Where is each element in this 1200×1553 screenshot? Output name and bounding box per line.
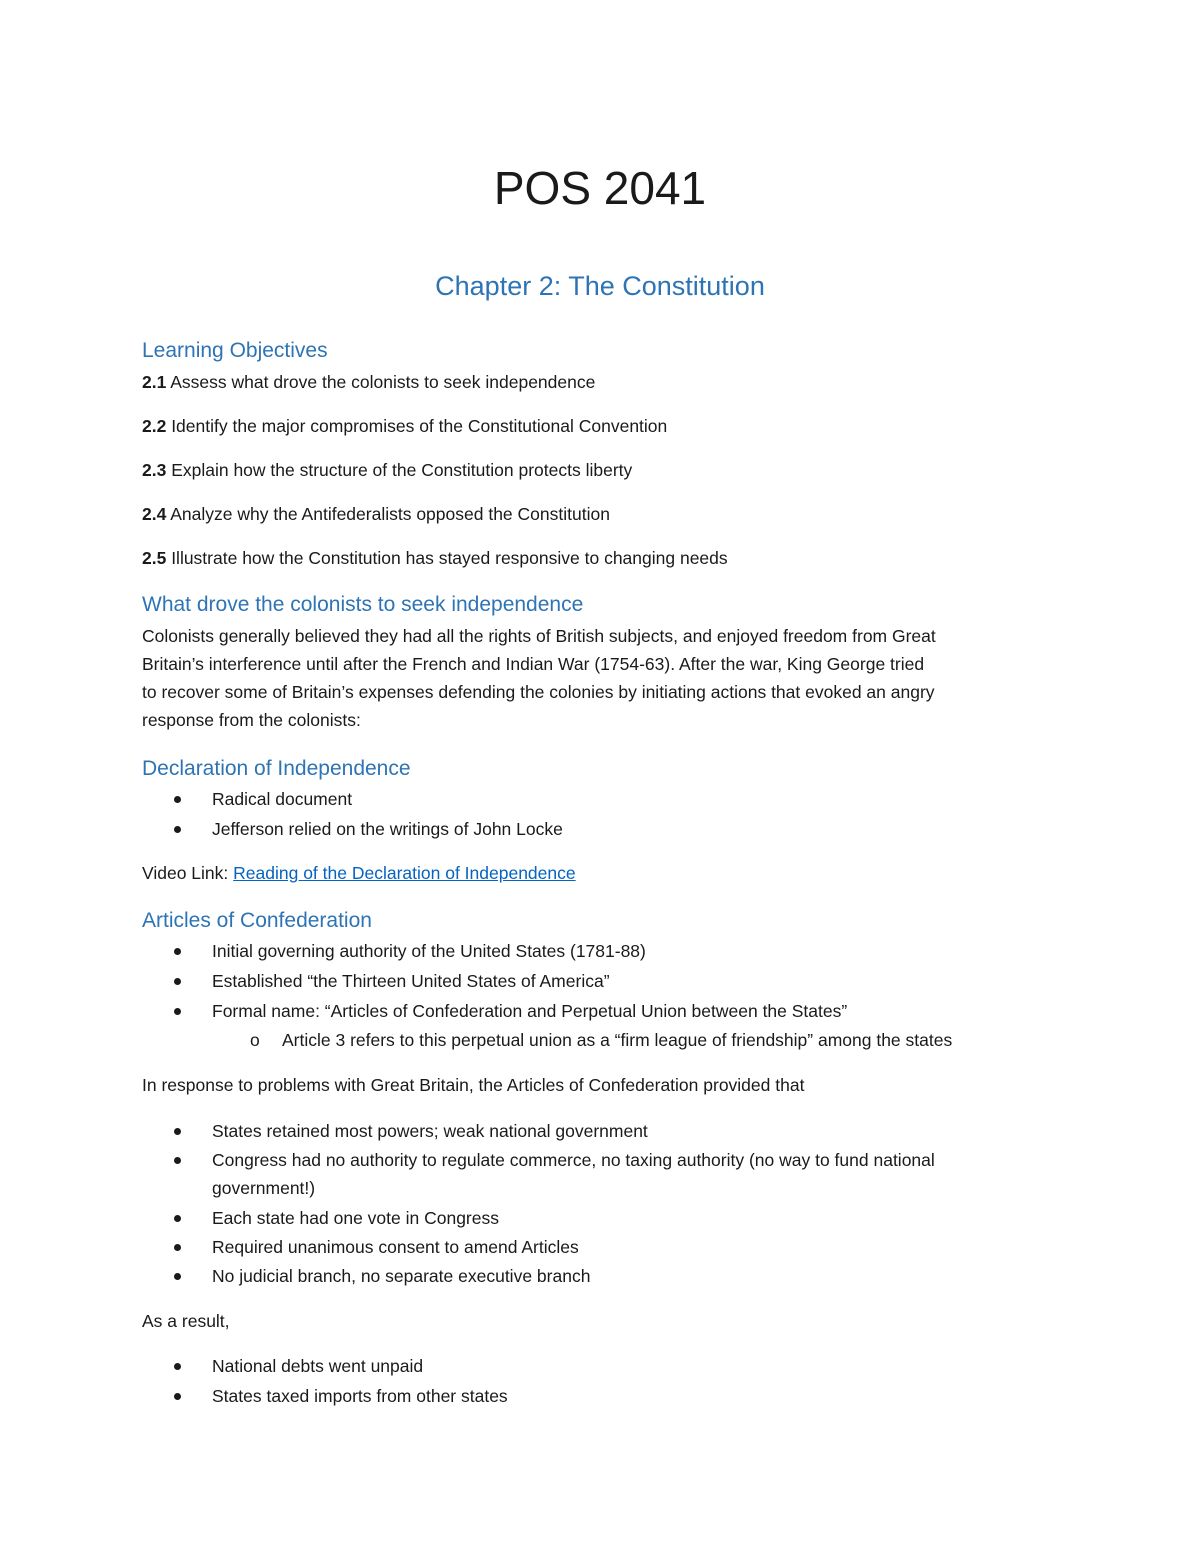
document-title: POS 2041 [493,162,707,214]
bullet-icon [174,1244,181,1251]
objective-item: 2.1 Assess what drove the colonists to seek independence [142,372,596,392]
chapter-title: Chapter 2: The Constitution [435,271,765,301]
declaration-video-link[interactable]: Reading of the Declaration of Independence [233,863,576,883]
bullet-icon [174,1128,181,1135]
video-link-line: Video Link: Reading of the Declaration of Independence [142,863,576,883]
bullet-icon [174,1393,181,1400]
learning-objectives-heading: Learning Objectives [142,339,328,362]
objective-item: 2.3 Explain how the structure of the Constitution protects liberty [142,460,633,480]
declaration-heading: Declaration of Independence [142,757,411,780]
document-page: POS 2041 Chapter 2: The Constitution Learning Objectives 2.1 Assess what drove the colonists to seek independence 2.2 Identify the major compromises of the Constitutional Convention 2.3 Explain how the structure of the Constitution protects liberty 2.4 Analyze why the Antifederalists opposed the Constitution 2.5 Illustrate how the Constitution has stayed responsive to changing needs What drove the colonists to seek independence Colonists generally believed they had all the rights of British subjects, and enjoyed freedom from Great Britain’s interference until after the French and Indian War (1754-63). After the war, King George tried to recover some of Britain’s expenses defending the colonies by initiating actions that evoked an angry response from the colonists: Declaration of Independence Radical document Jefferson relied on the writings of John Locke Video Link: Reading of the Declaration of Independence Articles of Confederation Initial governing authority of the United States (1781-88) Established “the Thirteen United States of America” Formal name: “Articles of Confederation and Perpetual Union between the States” o Article 3 refers to this perpetual union as a “firm league of friendship” among the states In response to problems with Great Britain, the Articles of Confederation provided that States retained most powers; weak national government Congress had no authority to regulate commerce, no taxing authority (no way to fund national government!) Each state had one vote in Congress Required unanimous consent to amend Articles No judicial branch, no separate executive branch As a result, National debts went unpaid States taxed imports from other states [0,0,1200,1553]
bullet-icon [174,1008,181,1015]
objective-item: 2.4 Analyze why the Antifederalists opposed the Constitution [142,504,610,524]
independence-heading: What drove the colonists to seek independence [142,593,584,616]
objective-item: 2.2 Identify the major compromises of the Constitutional Convention [142,416,668,436]
objective-item: 2.5 Illustrate how the Constitution has stayed responsive to changing needs [142,548,728,568]
bullet-icon [174,1363,181,1370]
articles-heading: Articles of Confederation [142,909,372,932]
bullet-icon [174,826,181,833]
bullet-icon [174,796,181,803]
bullet-icon [174,1215,181,1222]
response-intro: In response to problems with Great Britain, the Articles of Confederation provided that [142,1075,805,1095]
sub-bullet-icon: o [250,1030,260,1050]
bullet-icon [174,1273,181,1280]
independence-paragraph: Colonists generally believed they had all the rights of British subjects, and enjoyed freedom from Great Britain’s interference until after the French and Indian War (1754-63). After the war, King George tried to recover some of Britain’s expenses defending the colonies by initiating actions that evoked an angry response from the colonists: [142,626,936,730]
bullet-icon [174,1157,181,1164]
result-intro: As a result, [142,1311,230,1331]
bullet-icon [174,948,181,955]
bullet-icon [174,978,181,985]
